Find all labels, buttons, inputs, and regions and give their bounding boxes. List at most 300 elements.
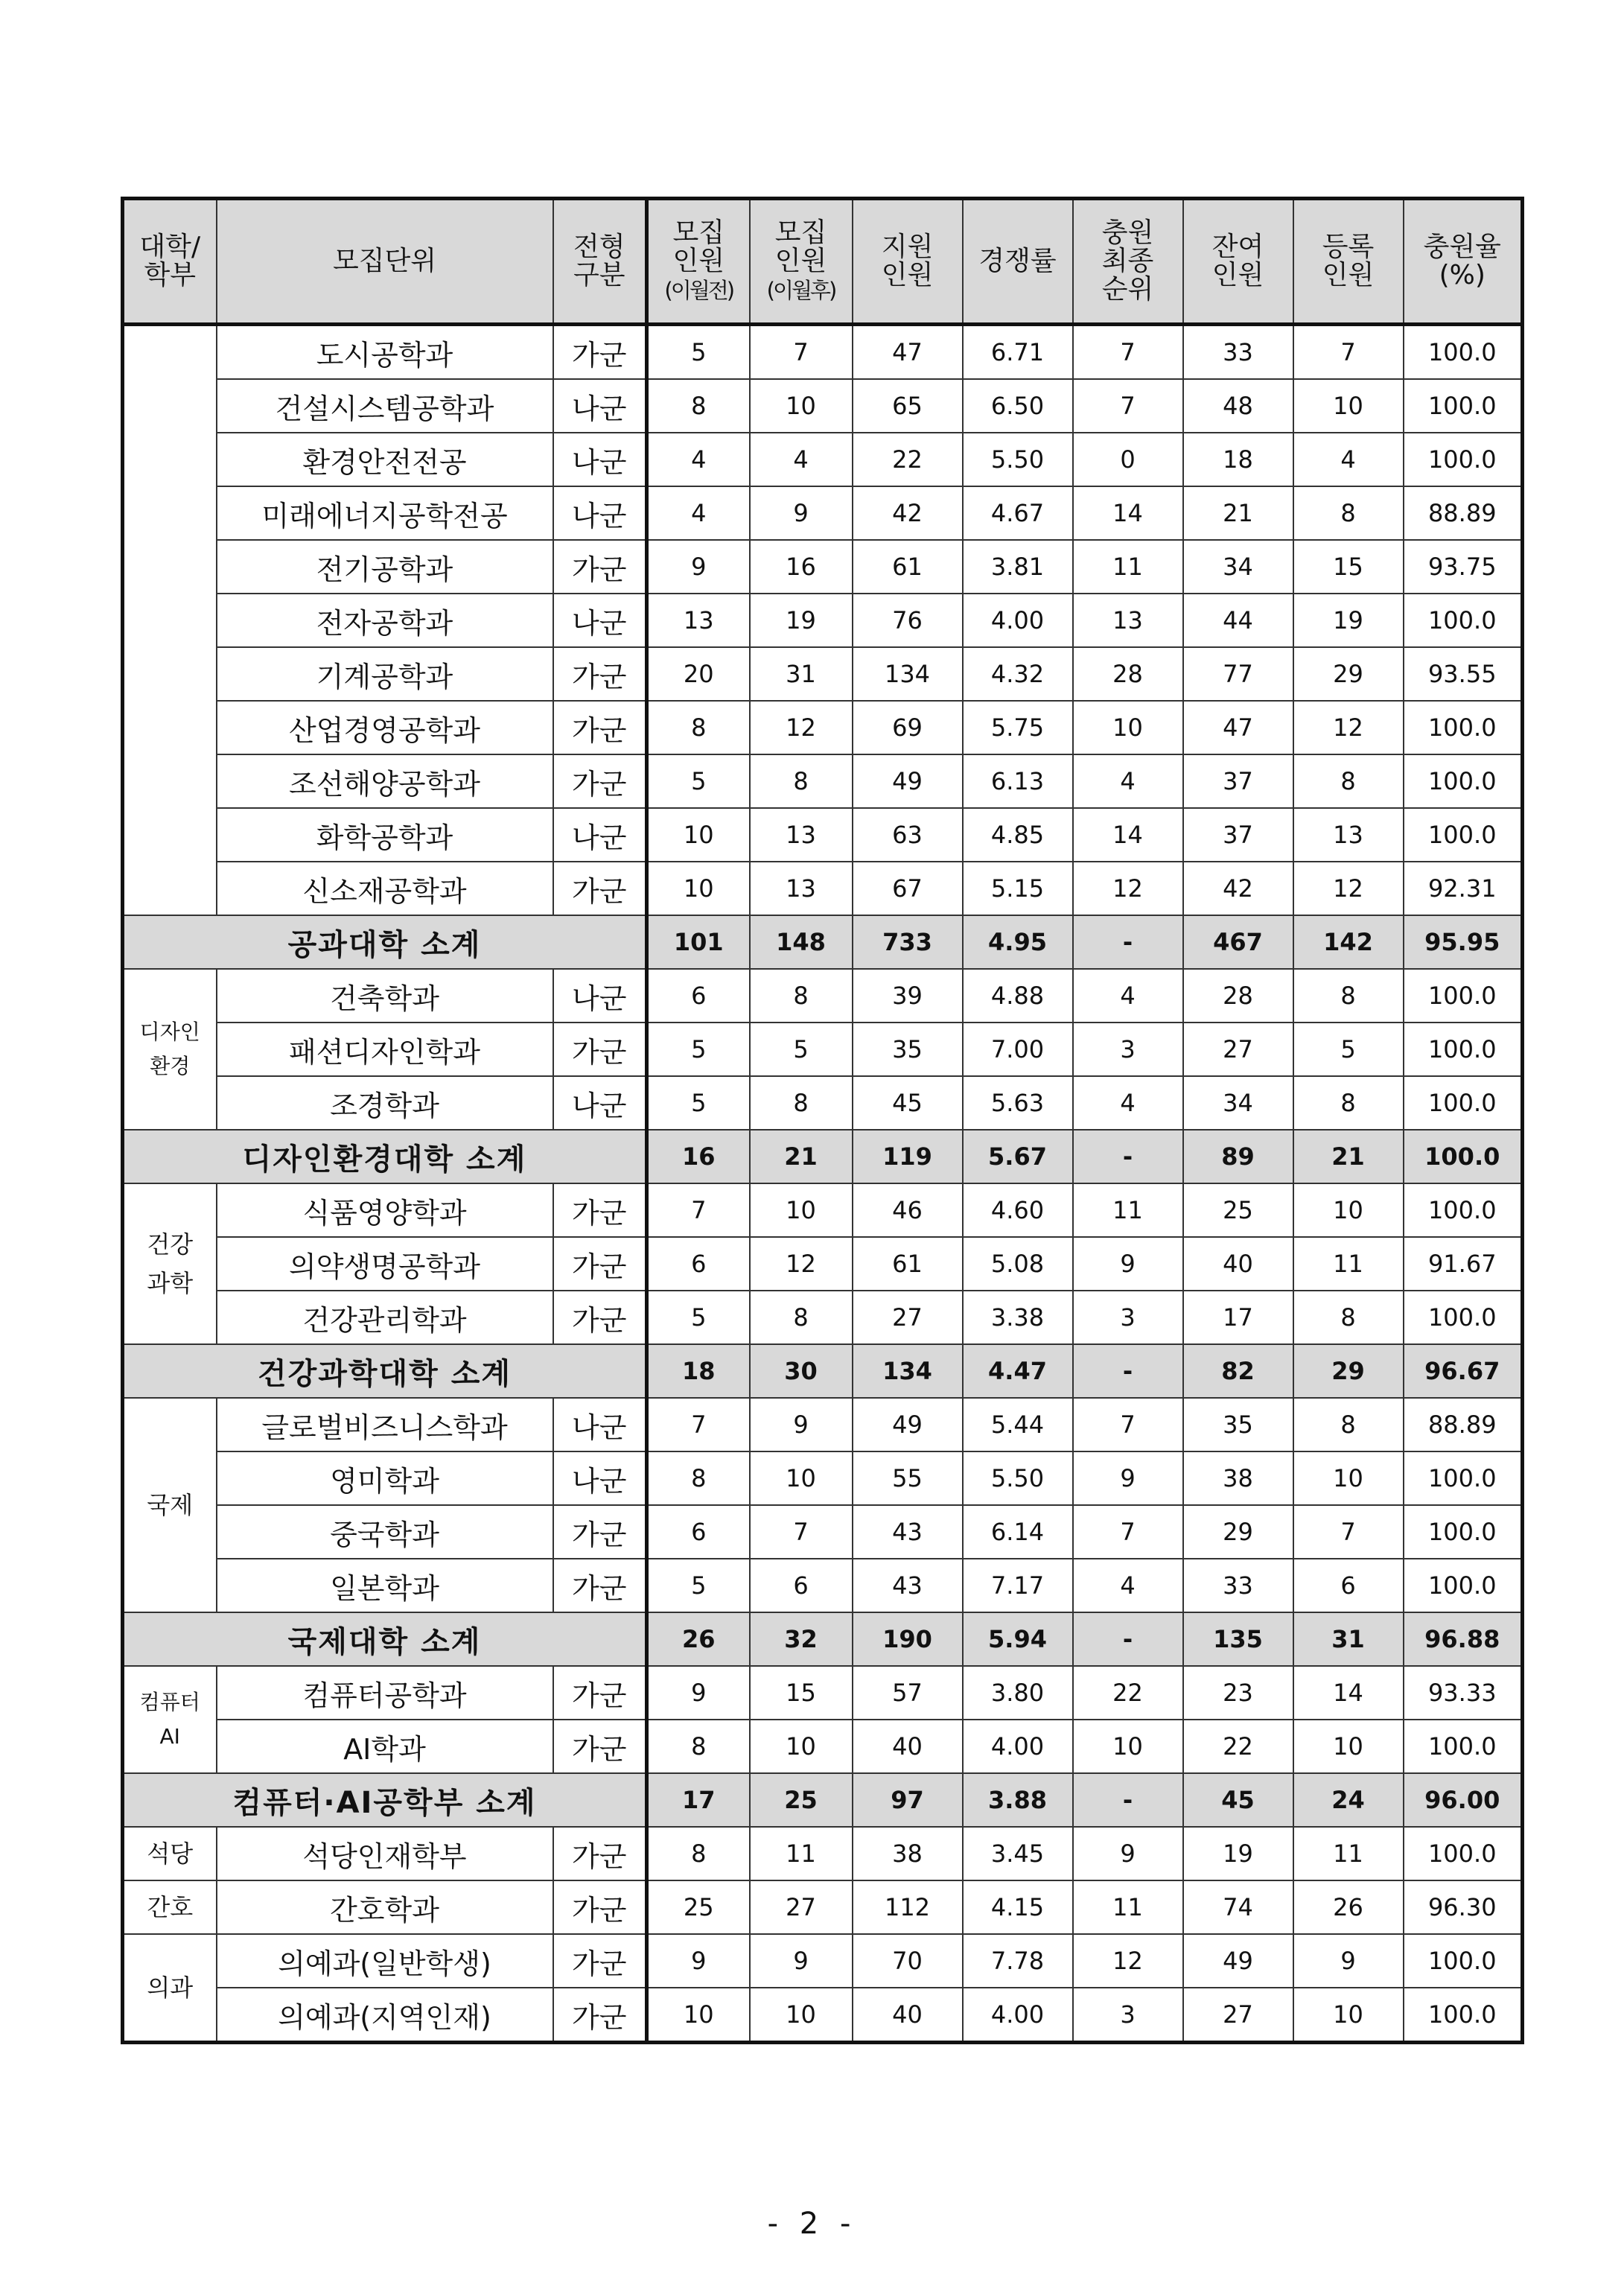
type-cell: 가군 [553,1237,647,1291]
type-cell: 가군 [553,325,647,380]
subtotal-ratio: 5.94 [963,1612,1073,1666]
applicants-cell: 38 [853,1827,963,1880]
remaining-cell: 44 [1183,594,1293,647]
fill-rate-cell: 100.0 [1404,1023,1523,1076]
remaining-cell: 18 [1183,433,1293,486]
applicants-cell: 40 [853,1988,963,2043]
subtotal-quota-after: 148 [750,915,853,969]
quota-after-cell: 13 [750,808,853,862]
unit-cell: 글로벌비즈니스학과 [217,1398,553,1451]
ratio-cell: 4.32 [963,647,1073,701]
applicants-cell: 47 [853,325,963,380]
subtotal-applicants: 134 [853,1344,963,1398]
table-row [123,540,1523,594]
subtotal-fill-rate: 95.95 [1404,915,1523,969]
fill-rate-cell: 96.30 [1404,1880,1523,1934]
registered-cell: 10 [1293,1183,1404,1237]
registered-cell: 7 [1293,325,1404,380]
registered-cell: 13 [1293,808,1404,862]
quota-before-cell: 10 [647,1988,750,2043]
quota-before-cell: 7 [647,1398,750,1451]
quota-after-cell: 10 [750,1183,853,1237]
subtotal-final-rank: - [1073,915,1183,969]
remaining-cell: 34 [1183,540,1293,594]
admission-results-table [121,197,1524,2044]
unit-cell: 조선해양공학과 [217,754,553,808]
fill-rate-cell: 100.0 [1404,1559,1523,1612]
subtotal-remaining: 82 [1183,1344,1293,1398]
header-registered: 등록 인원 [1293,199,1404,325]
subtotal-final-rank: - [1073,1612,1183,1666]
subtotal-remaining: 45 [1183,1773,1293,1827]
type-cell: 가군 [553,1183,647,1237]
subtotal-row [123,1773,1523,1827]
fill-rate-cell: 92.31 [1404,862,1523,915]
table-body [123,325,1523,2043]
quota-before-cell: 8 [647,1451,750,1505]
unit-cell: 도시공학과 [217,325,553,380]
applicants-cell: 76 [853,594,963,647]
header-applicants: 지원 인원 [853,199,963,325]
quota-after-cell: 10 [750,379,853,433]
type-cell: 가군 [553,1880,647,1934]
type-cell: 가군 [553,1988,647,2043]
quota-before-cell: 5 [647,325,750,380]
remaining-cell: 37 [1183,808,1293,862]
unit-cell: 식품영양학과 [217,1183,553,1237]
registered-cell: 14 [1293,1666,1404,1720]
final-rank-cell: 12 [1073,1934,1183,1988]
subtotal-final-rank: - [1073,1773,1183,1827]
college-cell: 석당 [123,1827,217,1880]
registered-cell: 10 [1293,1720,1404,1773]
table-row [123,862,1523,915]
subtotal-fill-rate: 96.00 [1404,1773,1523,1827]
final-rank-cell: 13 [1073,594,1183,647]
type-cell: 가군 [553,1559,647,1612]
applicants-cell: 27 [853,1291,963,1344]
type-cell: 나군 [553,1398,647,1451]
ratio-cell: 7.78 [963,1934,1073,1988]
quota-before-cell: 6 [647,1505,750,1559]
college-cell: 의과 [123,1934,217,2043]
table-row [123,433,1523,486]
table-row [123,1827,1523,1880]
registered-cell: 8 [1293,1291,1404,1344]
unit-cell: 전기공학과 [217,540,553,594]
subtotal-row [123,1612,1523,1666]
applicants-cell: 112 [853,1880,963,1934]
type-cell: 가군 [553,647,647,701]
subtotal-fill-rate: 96.67 [1404,1344,1523,1398]
quota-after-cell: 12 [750,1237,853,1291]
quota-before-cell: 5 [647,1291,750,1344]
ratio-cell: 7.17 [963,1559,1073,1612]
registered-cell: 29 [1293,647,1404,701]
type-cell: 가군 [553,701,647,754]
quota-before-cell: 4 [647,433,750,486]
subtotal-registered: 21 [1293,1130,1404,1183]
subtotal-name: 국제대학 소계 [123,1612,647,1666]
type-cell: 나군 [553,433,647,486]
final-rank-cell: 9 [1073,1827,1183,1880]
applicants-cell: 46 [853,1183,963,1237]
final-rank-cell: 4 [1073,1076,1183,1130]
subtotal-registered: 142 [1293,915,1404,969]
subtotal-quota-before: 101 [647,915,750,969]
subtotal-registered: 29 [1293,1344,1404,1398]
unit-cell: 영미학과 [217,1451,553,1505]
fill-rate-cell: 100.0 [1404,325,1523,380]
quota-after-cell: 7 [750,325,853,380]
subtotal-applicants: 733 [853,915,963,969]
applicants-cell: 35 [853,1023,963,1076]
type-cell: 나군 [553,969,647,1023]
quota-before-cell: 8 [647,1827,750,1880]
applicants-cell: 55 [853,1451,963,1505]
quota-before-cell: 9 [647,1666,750,1720]
subtotal-applicants: 190 [853,1612,963,1666]
table-row [123,754,1523,808]
unit-cell: 산업경영공학과 [217,701,553,754]
ratio-cell: 4.15 [963,1880,1073,1934]
ratio-cell: 6.50 [963,379,1073,433]
unit-cell: 화학공학과 [217,808,553,862]
unit-cell: 간호학과 [217,1880,553,1934]
final-rank-cell: 11 [1073,540,1183,594]
final-rank-cell: 4 [1073,969,1183,1023]
fill-rate-cell: 88.89 [1404,486,1523,540]
registered-cell: 11 [1293,1237,1404,1291]
quota-after-cell: 4 [750,433,853,486]
ratio-cell: 5.08 [963,1237,1073,1291]
table-row [123,1666,1523,1720]
table-row [123,594,1523,647]
quota-after-cell: 31 [750,647,853,701]
subtotal-quota-before: 16 [647,1130,750,1183]
ratio-cell: 4.88 [963,969,1073,1023]
type-cell: 가군 [553,754,647,808]
type-cell: 나군 [553,379,647,433]
remaining-cell: 19 [1183,1827,1293,1880]
header-unit: 모집단위 [217,199,553,325]
unit-cell: 건축학과 [217,969,553,1023]
registered-cell: 19 [1293,594,1404,647]
registered-cell: 7 [1293,1505,1404,1559]
quota-after-cell: 9 [750,1934,853,1988]
final-rank-cell: 7 [1073,379,1183,433]
type-cell: 가군 [553,862,647,915]
unit-cell: 건강관리학과 [217,1291,553,1344]
type-cell: 가군 [553,1666,647,1720]
registered-cell: 11 [1293,1827,1404,1880]
header-row [123,199,1523,325]
fill-rate-cell: 100.0 [1404,701,1523,754]
registered-cell: 12 [1293,701,1404,754]
unit-cell: 미래에너지공학전공 [217,486,553,540]
final-rank-cell: 0 [1073,433,1183,486]
table-row [123,701,1523,754]
final-rank-cell: 7 [1073,1505,1183,1559]
quota-before-cell: 10 [647,862,750,915]
unit-cell: 기계공학과 [217,647,553,701]
subtotal-remaining: 89 [1183,1130,1293,1183]
registered-cell: 8 [1293,969,1404,1023]
unit-cell: 의약생명공학과 [217,1237,553,1291]
page-number: - 2 - [767,2207,857,2241]
final-rank-cell: 7 [1073,325,1183,380]
table-row [123,1398,1523,1451]
quota-before-cell: 5 [647,1023,750,1076]
quota-after-cell: 8 [750,969,853,1023]
quota-before-cell: 9 [647,1934,750,1988]
type-cell: 나군 [553,1451,647,1505]
fill-rate-cell: 100.0 [1404,379,1523,433]
quota-after-cell: 6 [750,1559,853,1612]
quota-after-cell: 10 [750,1988,853,2043]
header-remaining: 잔여 인원 [1183,199,1293,325]
remaining-cell: 42 [1183,862,1293,915]
subtotal-name: 컴퓨터·AI공학부 소계 [123,1773,647,1827]
quota-before-cell: 25 [647,1880,750,1934]
ratio-cell: 6.71 [963,325,1073,380]
subtotal-name: 건강과학대학 소계 [123,1344,647,1398]
fill-rate-cell: 100.0 [1404,969,1523,1023]
fill-rate-cell: 100.0 [1404,433,1523,486]
registered-cell: 10 [1293,379,1404,433]
remaining-cell: 23 [1183,1666,1293,1720]
applicants-cell: 69 [853,701,963,754]
applicants-cell: 45 [853,1076,963,1130]
ratio-cell: 6.14 [963,1505,1073,1559]
subtotal-quota-before: 17 [647,1773,750,1827]
table-row [123,379,1523,433]
table-row [123,808,1523,862]
ratio-cell: 5.44 [963,1398,1073,1451]
subtotal-row [123,915,1523,969]
quota-before-cell: 8 [647,379,750,433]
final-rank-cell: 10 [1073,1720,1183,1773]
quota-after-cell: 10 [750,1720,853,1773]
table-row [123,1988,1523,2043]
table-row [123,1880,1523,1934]
remaining-cell: 38 [1183,1451,1293,1505]
unit-cell: 석당인재학부 [217,1827,553,1880]
subtotal-quota-before: 26 [647,1612,750,1666]
table-row [123,1720,1523,1773]
subtotal-fill-rate: 100.0 [1404,1130,1523,1183]
quota-after-cell: 19 [750,594,853,647]
remaining-cell: 21 [1183,486,1293,540]
remaining-cell: 22 [1183,1720,1293,1773]
subtotal-ratio: 4.47 [963,1344,1073,1398]
table-row [123,486,1523,540]
subtotal-ratio: 4.95 [963,915,1073,969]
header-college: 대학/ 학부 [123,199,217,325]
subtotal-name: 디자인환경대학 소계 [123,1130,647,1183]
ratio-cell: 4.00 [963,1988,1073,2043]
subtotal-registered: 24 [1293,1773,1404,1827]
subtotal-quota-before: 18 [647,1344,750,1398]
registered-cell: 8 [1293,754,1404,808]
fill-rate-cell: 100.0 [1404,1505,1523,1559]
quota-after-cell: 16 [750,540,853,594]
fill-rate-cell: 100.0 [1404,808,1523,862]
quota-after-cell: 9 [750,486,853,540]
applicants-cell: 67 [853,862,963,915]
table-row [123,1934,1523,1988]
ratio-cell: 4.67 [963,486,1073,540]
table-row [123,1451,1523,1505]
applicants-cell: 43 [853,1505,963,1559]
final-rank-cell: 22 [1073,1666,1183,1720]
applicants-cell: 61 [853,1237,963,1291]
quota-before-cell: 13 [647,594,750,647]
remaining-cell: 74 [1183,1880,1293,1934]
applicants-cell: 39 [853,969,963,1023]
subtotal-ratio: 3.88 [963,1773,1073,1827]
fill-rate-cell: 93.33 [1404,1666,1523,1720]
quota-before-cell: 20 [647,647,750,701]
final-rank-cell: 9 [1073,1451,1183,1505]
quota-before-cell: 7 [647,1183,750,1237]
quota-before-cell: 5 [647,754,750,808]
remaining-cell: 25 [1183,1183,1293,1237]
ratio-cell: 6.13 [963,754,1073,808]
final-rank-cell: 28 [1073,647,1183,701]
type-cell: 가군 [553,1827,647,1880]
applicants-cell: 43 [853,1559,963,1612]
quota-after-cell: 27 [750,1880,853,1934]
registered-cell: 5 [1293,1023,1404,1076]
ratio-cell: 5.75 [963,701,1073,754]
subtotal-row [123,1344,1523,1398]
unit-cell: 중국학과 [217,1505,553,1559]
registered-cell: 12 [1293,862,1404,915]
applicants-cell: 134 [853,647,963,701]
college-cell: 국제 [123,1398,217,1612]
type-cell: 가군 [553,540,647,594]
unit-cell: 컴퓨터공학과 [217,1666,553,1720]
ratio-cell: 4.00 [963,1720,1073,1773]
subtotal-registered: 31 [1293,1612,1404,1666]
fill-rate-cell: 88.89 [1404,1398,1523,1451]
type-cell: 가군 [553,1720,647,1773]
table-row [123,1291,1523,1344]
quota-after-cell: 15 [750,1666,853,1720]
fill-rate-cell: 91.67 [1404,1237,1523,1291]
subtotal-final-rank: - [1073,1344,1183,1398]
table-row [123,647,1523,701]
applicants-cell: 40 [853,1720,963,1773]
quota-after-cell: 8 [750,754,853,808]
table-row [123,1237,1523,1291]
registered-cell: 10 [1293,1451,1404,1505]
ratio-cell: 5.50 [963,1451,1073,1505]
unit-cell: 신소재공학과 [217,862,553,915]
quota-before-cell: 4 [647,486,750,540]
header-type: 전형 구분 [553,199,647,325]
header-quota-after: 모집 인원 (이월후) [750,199,853,325]
quota-after-cell: 12 [750,701,853,754]
final-rank-cell: 11 [1073,1880,1183,1934]
registered-cell: 8 [1293,486,1404,540]
registered-cell: 10 [1293,1988,1404,2043]
final-rank-cell: 4 [1073,754,1183,808]
quota-before-cell: 6 [647,1237,750,1291]
quota-before-cell: 8 [647,1720,750,1773]
subtotal-quota-after: 25 [750,1773,853,1827]
fill-rate-cell: 100.0 [1404,1827,1523,1880]
ratio-cell: 3.80 [963,1666,1073,1720]
type-cell: 가군 [553,1291,647,1344]
unit-cell: 의예과(지역인재) [217,1988,553,2043]
registered-cell: 8 [1293,1076,1404,1130]
quota-before-cell: 8 [647,701,750,754]
subtotal-fill-rate: 96.88 [1404,1612,1523,1666]
header-fill-rate: 충원율 (%) [1404,199,1523,325]
remaining-cell: 27 [1183,1988,1293,2043]
remaining-cell: 40 [1183,1237,1293,1291]
table-row [123,1559,1523,1612]
ratio-cell: 4.60 [963,1183,1073,1237]
quota-before-cell: 6 [647,969,750,1023]
unit-cell: 조경학과 [217,1076,553,1130]
quota-before-cell: 10 [647,808,750,862]
subtotal-row [123,1130,1523,1183]
remaining-cell: 49 [1183,1934,1293,1988]
quota-after-cell: 11 [750,1827,853,1880]
type-cell: 나군 [553,594,647,647]
fill-rate-cell: 100.0 [1404,1076,1523,1130]
header-quota-before: 모집 인원 (이월전) [647,199,750,325]
unit-cell: 일본학과 [217,1559,553,1612]
ratio-cell: 3.38 [963,1291,1073,1344]
registered-cell: 4 [1293,433,1404,486]
subtotal-remaining: 135 [1183,1612,1293,1666]
final-rank-cell: 12 [1073,862,1183,915]
ratio-cell: 4.00 [963,594,1073,647]
college-cell: 컴퓨터 AI [123,1666,217,1773]
unit-cell: 의예과(일반학생) [217,1934,553,1988]
quota-after-cell: 8 [750,1076,853,1130]
applicants-cell: 49 [853,1398,963,1451]
fill-rate-cell: 93.75 [1404,540,1523,594]
registered-cell: 8 [1293,1398,1404,1451]
table-row [123,969,1523,1023]
subtotal-quota-after: 32 [750,1612,853,1666]
fill-rate-cell: 100.0 [1404,754,1523,808]
header-final-rank: 충원 최종 순위 [1073,199,1183,325]
remaining-cell: 29 [1183,1505,1293,1559]
table-row [123,1023,1523,1076]
fill-rate-cell: 100.0 [1404,1183,1523,1237]
subtotal-applicants: 97 [853,1773,963,1827]
applicants-cell: 63 [853,808,963,862]
applicants-cell: 42 [853,486,963,540]
remaining-cell: 35 [1183,1398,1293,1451]
remaining-cell: 28 [1183,969,1293,1023]
remaining-cell: 34 [1183,1076,1293,1130]
fill-rate-cell: 100.0 [1404,594,1523,647]
type-cell: 나군 [553,1076,647,1130]
college-cell: 디자인 환경 [123,969,217,1130]
subtotal-final-rank: - [1073,1130,1183,1183]
applicants-cell: 49 [853,754,963,808]
fill-rate-cell: 100.0 [1404,1451,1523,1505]
ratio-cell: 3.45 [963,1827,1073,1880]
registered-cell: 6 [1293,1559,1404,1612]
